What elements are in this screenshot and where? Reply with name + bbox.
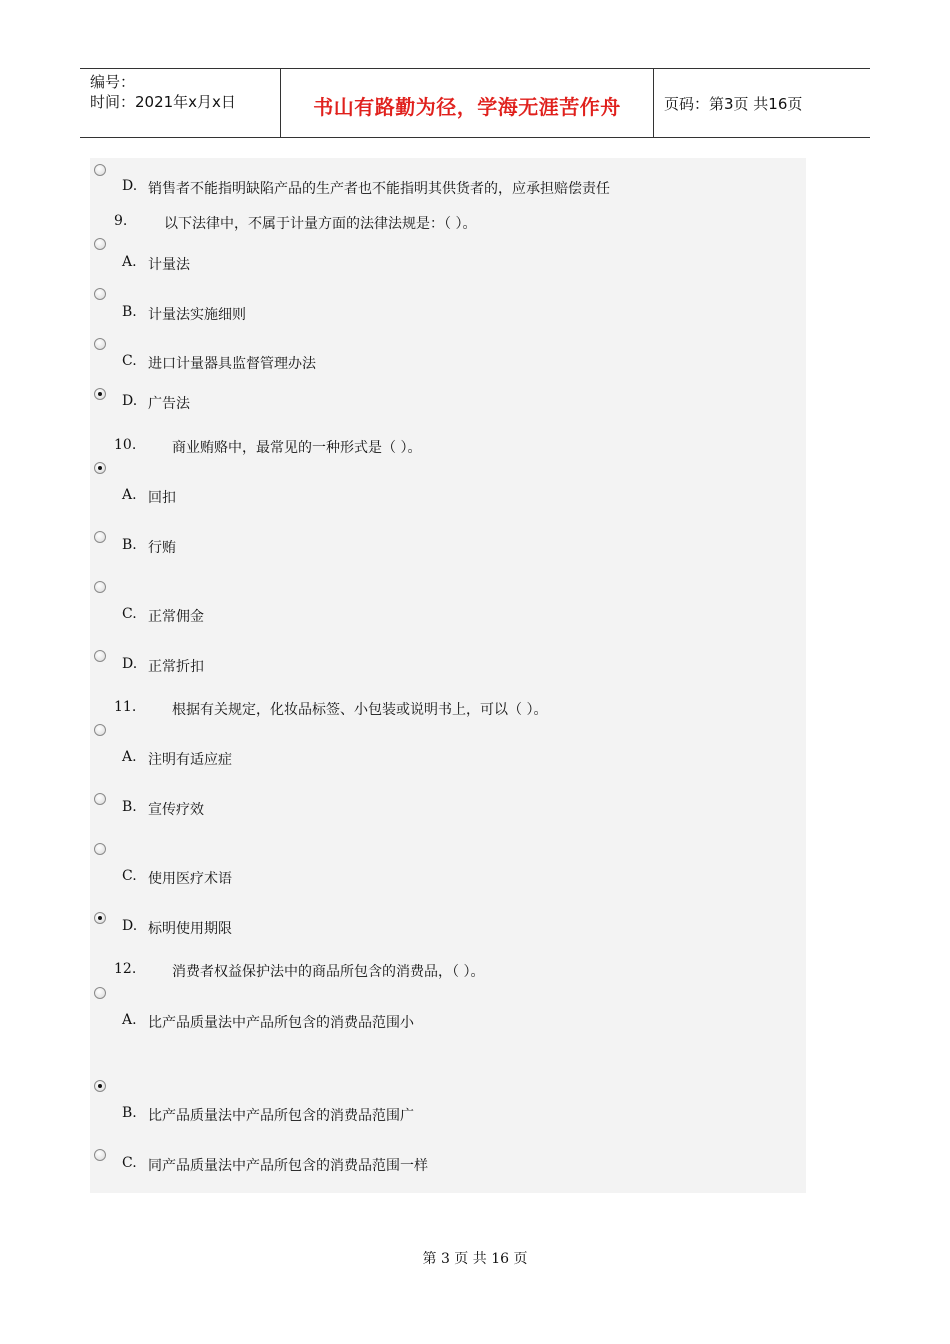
option-letter: B. [122, 304, 137, 320]
radio-button[interactable] [94, 843, 106, 855]
option-letter: D. [122, 178, 138, 194]
radio-button[interactable] [94, 238, 106, 250]
option-letter: C. [122, 353, 137, 369]
option-letter: C. [122, 868, 137, 884]
question-text: 以下法律中，不属于计量方面的法律法规是：（ ）。 [164, 216, 477, 232]
radio-button[interactable] [94, 462, 106, 474]
option-text: 计量法实施细则 [148, 307, 246, 323]
option-text: 广告法 [148, 396, 190, 412]
question-number: 9. [114, 213, 128, 229]
option-text: 进口计量器具监督管理办法 [148, 356, 316, 372]
radio-button[interactable] [94, 650, 106, 662]
radio-button[interactable] [94, 987, 106, 999]
option-text: 使用医疗术语 [148, 871, 232, 887]
option-letter: C. [122, 606, 137, 622]
number-label: 编号： [90, 73, 136, 91]
option-letter: A. [122, 254, 137, 270]
option-text: 同产品质量法中产品所包含的消费品范围一样 [148, 1158, 428, 1174]
radio-button[interactable] [94, 338, 106, 350]
option-text: 标明使用期限 [148, 921, 232, 937]
option-letter: A. [122, 487, 137, 503]
question-number: 12. [114, 961, 137, 977]
option-letter: C. [122, 1155, 137, 1171]
option-text: 比产品质量法中产品所包含的消费品范围广 [148, 1108, 414, 1124]
header-motto-cell [280, 69, 654, 137]
option-text: 行贿 [148, 540, 176, 556]
option-letter: A. [122, 1012, 137, 1028]
option-text: 计量法 [148, 257, 190, 273]
page-footer: 第 3 页 共 16 页 [422, 1251, 528, 1267]
radio-button[interactable] [94, 793, 106, 805]
option-text: 正常佣金 [148, 609, 204, 625]
question-number: 11. [114, 699, 137, 715]
option-letter: B. [122, 799, 137, 815]
page-header [80, 68, 870, 138]
option-text: 比产品质量法中产品所包含的消费品范围小 [148, 1015, 414, 1031]
option-text: 宣传疗效 [148, 802, 204, 818]
option-text: 注明有适应症 [148, 752, 232, 768]
radio-button[interactable] [94, 1149, 106, 1161]
option-letter: B. [122, 537, 137, 553]
question-number: 10. [114, 437, 137, 453]
radio-button[interactable] [94, 164, 106, 176]
radio-button[interactable] [94, 388, 106, 400]
motto: 书山有路勤为径，学海无涯苦作舟 [313, 95, 621, 119]
time-label: 时间：2021年x月x日 [90, 93, 236, 111]
radio-button[interactable] [94, 531, 106, 543]
header-meta [80, 69, 280, 137]
option-letter: D. [122, 393, 138, 409]
radio-button[interactable] [94, 1080, 106, 1092]
radio-button[interactable] [94, 581, 106, 593]
question-text: 商业贿赂中，最常见的一种形式是（ ）。 [172, 440, 422, 456]
radio-button[interactable] [94, 724, 106, 736]
question-text: 根据有关规定，化妆品标签、小包装或说明书上，可以（ ）。 [172, 702, 548, 718]
page-info: 页码：第3页 共16页 [664, 95, 803, 113]
option-letter: D. [122, 656, 138, 672]
option-letter: B. [122, 1105, 137, 1121]
option-text: 回扣 [148, 490, 176, 506]
question-text: 消费者权益保护法中的商品所包含的消费品，（ ）。 [172, 964, 485, 980]
option-text: 销售者不能指明缺陷产品的生产者也不能指明其供货者的，应承担赔偿责任 [148, 181, 610, 197]
option-letter: D. [122, 918, 138, 934]
option-text: 正常折扣 [148, 659, 204, 675]
header-page-cell [654, 69, 870, 137]
option-letter: A. [122, 749, 137, 765]
radio-button[interactable] [94, 912, 106, 924]
radio-button[interactable] [94, 288, 106, 300]
